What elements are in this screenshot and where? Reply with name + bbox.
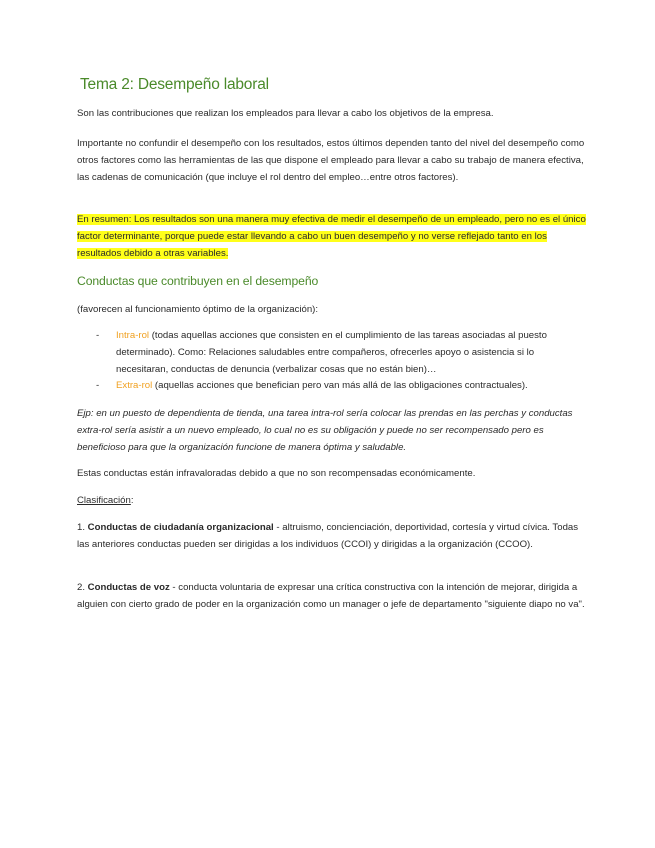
undervalued-paragraph: Estas conductas están infravaloradas debido a que no son recompensadas económicamente.	[77, 468, 476, 479]
intra-rol-text: (todas aquellas acciones que consisten en el cumplimiento de las tareas asociadas al puesto determinado). Como: Relaciones saludables entre compañeros, ofrecerles apoyo o asistencia si lo necesitaran, conductas de denuncia (verbalizar cosas que no están bien)…	[116, 330, 547, 375]
classification-label: Clasificación	[77, 495, 131, 506]
example-paragraph: Ejp: en un puesto de dependienta de tienda, una tarea intra-rol sería colocar las prendas en las perchas y conductas extra-rol sería asistir a un nuevo empleado, lo cual no es su obligación y puede no ser recompensado pero es beneficioso para que la organización funcione de manera óptima y saludable.	[77, 408, 573, 453]
item1-text: - altruismo, concienciación, deportividad, cortesía y virtud cívica. Todas las anteriores conductas pueden ser dirigidas a los individuos (CCOI) y dirigidas a la organización (CCOO).	[77, 522, 579, 550]
bullet-intra-rol	[96, 328, 586, 378]
results-paragraph: Importante no confundir el desempeño con los resultados, estos últimos dependen tanto del nivel del desempeño como otros factores como las herramientas de las que dispone el empleado para llevar a cabo su trabajo de manera efectiva, las cadenas de comunicación (que incluye el rol dentro del empleo…entre otros factores).	[77, 138, 585, 183]
conduct-bullet-list	[96, 328, 586, 395]
bullet-extra-rol	[96, 378, 586, 395]
summary-highlight: En resumen: Los resultados son una manera muy efectiva de medir el desempeño de un empleado, pero no es el único factor determinante, porque puede estar llevando a cabo un buen desempeño y no verse reflejado tanto en los resultados debido a otras variables.	[77, 214, 586, 259]
item2-text: - conducta voluntaria de expresar una crítica constructiva con la intención de mejorar, dirigida a alguien con cierto grado de poder en la organización como un manager o jefe de departamento "siguiente diapo no va".	[77, 582, 585, 610]
bullet-dash: -	[96, 380, 100, 392]
intra-rol-term: Intra-rol	[116, 330, 150, 341]
item2-term: Conductas de voz	[87, 582, 170, 593]
item1-term: Conductas de ciudadanía organizacional	[87, 522, 274, 533]
extra-rol-term: Extra-rol	[116, 380, 153, 392]
item1-number: 1.	[77, 522, 88, 533]
extra-rol-text: (aquellas acciones que benefician pero van más allá de las obligaciones contractuales).	[152, 380, 528, 392]
intro-paragraph: Son las contribuciones que realizan los empleados para llevar a cabo los objetivos de la empresa.	[77, 108, 494, 119]
favor-paragraph: (favorecen al funcionamiento óptimo de la organización):	[77, 304, 319, 315]
classification-item-2	[77, 580, 587, 614]
item2-number: 2.	[77, 582, 88, 593]
section-subheading: Conductas que contribuyen en el desempeño	[77, 274, 319, 288]
bullet-dash: -	[96, 330, 100, 341]
classification-heading	[77, 493, 587, 510]
classification-colon: :	[130, 495, 134, 506]
document-title: Tema 2: Desempeño laboral	[80, 76, 269, 93]
summary-paragraph	[77, 212, 587, 262]
classification-item-1	[77, 520, 587, 554]
